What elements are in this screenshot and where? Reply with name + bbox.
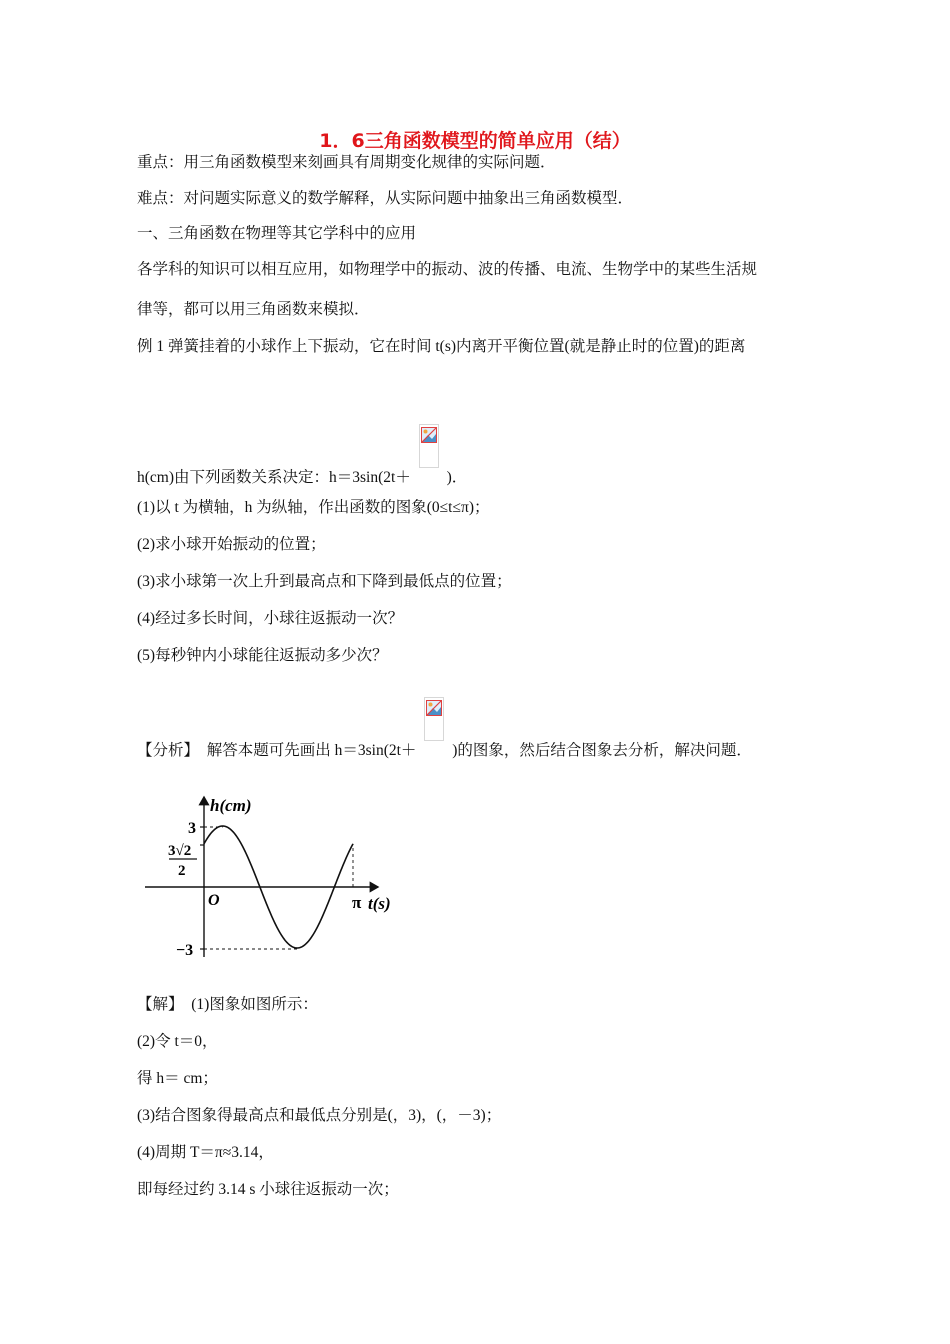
tick-label-top: 3 xyxy=(188,820,196,837)
x-axis-label: t(s) xyxy=(368,894,391,913)
formula-image-placeholder xyxy=(419,424,439,468)
question-1: (1)以 t 为横轴，h 为纵轴，作出函数的图象(0≤t≤π)； xyxy=(137,499,490,516)
key-point-text: 重点：用三角函数模型来刻画具有周期变化规律的实际问题． xyxy=(137,154,556,171)
tick-label-mid-denominator: 2 xyxy=(178,863,186,879)
sine-graph xyxy=(140,785,410,965)
formula-prefix: h(cm)由下列函数关系决定：h＝3sin(2t＋ xyxy=(137,469,411,486)
solution-2: (2)令 t＝0， xyxy=(137,1033,218,1050)
example-text: 例 1 弹簧挂着的小球作上下振动，它在时间 t(s)内离开平衡位置(就是静止时的位置)的距离 xyxy=(137,338,746,355)
analysis-image-placeholder xyxy=(424,697,444,741)
formula-suffix: )． xyxy=(446,469,468,486)
difficulty-text: 难点：对问题实际意义的数学解释，从实际问题中抽象出三角函数模型． xyxy=(137,190,634,207)
formula-line xyxy=(137,442,467,488)
paragraph-line-1: 各学科的知识可以相互应用，如物理学中的振动、波的传播、电流、生物学中的某些生活规 xyxy=(137,261,758,278)
solution-3: 得 h＝ cm； xyxy=(137,1070,218,1087)
page-title: 1．6三角函数模型的简单应用（结） xyxy=(319,130,631,152)
y-axis-label: h(cm) xyxy=(210,796,252,815)
image-icon xyxy=(421,427,437,443)
solution-5: (4)周期 T＝π≈3.14， xyxy=(137,1144,274,1161)
pi-label: π xyxy=(352,893,362,912)
tick-label-mid-numerator: 3√2 xyxy=(168,843,192,859)
origin-label: O xyxy=(208,892,220,909)
question-5: (5)每秒钟内小球能往返振动多少次？ xyxy=(137,647,388,664)
tick-label-bottom: −3 xyxy=(176,942,194,959)
analysis-line xyxy=(137,715,752,761)
solution-1: 【解】 (1)图象如图所示： xyxy=(137,996,318,1013)
solution-6: 即每经过约 3.14 s 小球往返振动一次； xyxy=(137,1181,399,1198)
analysis-prefix: 【分析】 解答本题可先画出 h＝3sin(2t＋ xyxy=(137,742,417,759)
section-heading: 一、三角函数在物理等其它学科中的应用 xyxy=(137,225,417,242)
solution-4: (3)结合图象得最高点和最低点分别是(，3)，(，－3)； xyxy=(137,1107,502,1124)
question-4: (4)经过多长时间，小球往返振动一次？ xyxy=(137,610,404,627)
paragraph-line-2: 律等，都可以用三角函数来模拟． xyxy=(137,301,370,318)
question-2: (2)求小球开始振动的位置； xyxy=(137,536,326,553)
question-3: (3)求小球第一次上升到最高点和下降到最低点的位置； xyxy=(137,573,512,590)
image-icon xyxy=(426,700,442,716)
analysis-suffix: )的图象，然后结合图象去分析，解决问题． xyxy=(452,742,752,759)
